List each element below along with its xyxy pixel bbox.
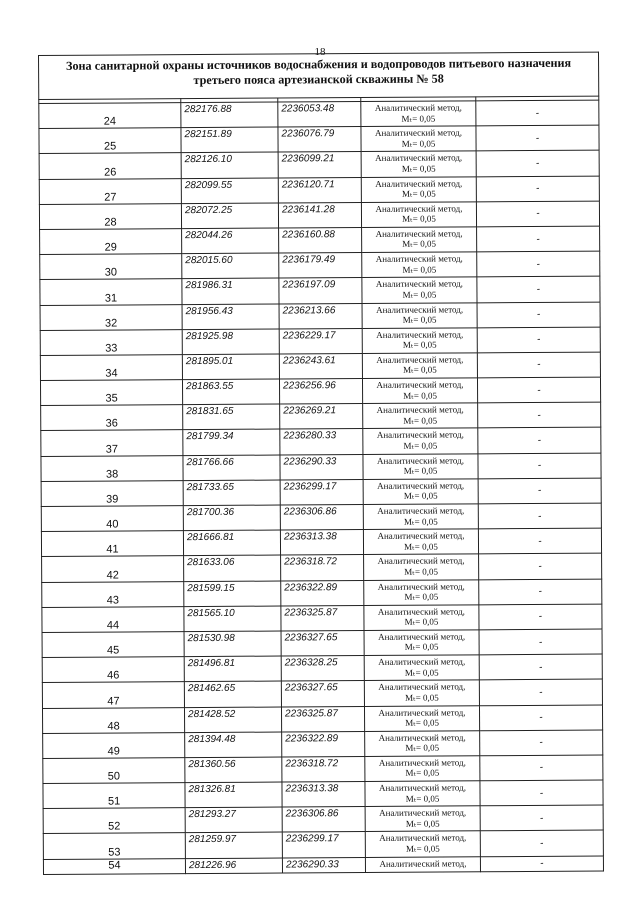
y-coordinate-cell: 2236290.33 <box>280 454 363 480</box>
y-coordinate-cell: 2236280.33 <box>280 429 363 455</box>
table-row <box>40 276 600 305</box>
accuracy-text: Mₜ= 0,05 <box>402 289 437 300</box>
point-number-cell: 53 <box>43 833 185 859</box>
x-coordinate-cell: 281766.66 <box>183 455 280 481</box>
method-cell <box>362 302 477 328</box>
table-row <box>42 629 602 658</box>
point-number-cell: 25 <box>39 128 181 154</box>
accuracy-text: Mₜ= 0,05 <box>405 717 439 728</box>
point-number-cell: 45 <box>42 632 184 658</box>
x-coordinate-cell: 281293.27 <box>185 807 282 833</box>
table-row <box>42 705 602 734</box>
accuracy-text: Mₜ= 0,05 <box>405 767 440 779</box>
method-cell <box>362 227 477 253</box>
y-coordinate-cell: 2236243.61 <box>279 353 362 379</box>
accuracy-text: Mₜ= 0,05 <box>405 843 440 854</box>
coordinates-table-sheet <box>38 52 603 875</box>
method-cell <box>365 831 480 857</box>
accuracy-text: Mₜ= 0,05 <box>403 465 438 476</box>
accuracy-text: Mₜ= 0,05 <box>404 667 439 678</box>
table-row <box>40 352 600 381</box>
x-coordinate-cell: 281326.81 <box>185 782 282 808</box>
accuracy-text: Mₜ= 0,05 <box>405 742 440 753</box>
x-coordinate-cell: 281733.65 <box>183 480 280 506</box>
table-row <box>40 302 600 331</box>
table-row <box>43 830 603 859</box>
method-text: Аналитический метод, <box>377 505 465 516</box>
method-cell <box>364 680 479 706</box>
x-coordinate-cell: 281956.43 <box>182 304 279 330</box>
method-cell <box>362 353 477 379</box>
x-coordinate-cell: 281462.65 <box>184 681 281 707</box>
y-coordinate-cell: 2236325.87 <box>281 605 364 631</box>
method-cell <box>365 781 480 807</box>
method-text: Аналитический метод, <box>378 732 466 743</box>
table-title: Зона санитарной охраны источников водоснабжения и водопроводов питьевого назначения третьего пояса артезианской скважины № 58 <box>39 52 599 99</box>
method-cell <box>363 479 478 505</box>
note-cell: - <box>480 755 603 781</box>
method-text: Аналитический метод, <box>379 807 467 819</box>
method-cell <box>362 252 477 278</box>
accuracy-text: Mₜ= 0,05 <box>404 642 439 653</box>
table-row <box>40 377 600 406</box>
table-row <box>41 453 601 482</box>
accuracy-text: Mₜ= 0,05 <box>401 113 436 124</box>
method-cell <box>361 126 476 152</box>
table-row <box>42 579 602 608</box>
method-cell <box>365 806 480 832</box>
method-text: Аналитический метод, <box>378 631 466 642</box>
x-coordinate-cell: 281925.98 <box>182 329 279 355</box>
point-number-cell: 43 <box>42 581 184 607</box>
method-text: Аналитический метод, <box>377 530 465 542</box>
y-coordinate-cell: 2236322.89 <box>281 580 364 606</box>
method-text: Аналитический метод, <box>377 555 465 567</box>
x-coordinate-cell: 282072.25 <box>181 203 278 229</box>
point-number-cell: 49 <box>43 732 185 758</box>
x-coordinate-cell: 282044.26 <box>182 228 279 254</box>
point-number-cell: 28 <box>39 203 181 229</box>
note-cell: - <box>479 679 602 705</box>
note-cell: - <box>476 150 599 176</box>
point-number-cell: 32 <box>40 304 182 330</box>
method-cell <box>362 378 477 404</box>
x-coordinate-cell: 281428.52 <box>184 707 281 733</box>
method-cell <box>361 151 476 177</box>
method-cell <box>364 655 479 681</box>
method-text: Аналитический метод, <box>376 404 464 416</box>
y-coordinate-cell: 2236160.88 <box>279 227 362 253</box>
point-number-cell: 29 <box>40 229 182 255</box>
method-cell <box>364 630 479 656</box>
note-cell: - <box>478 528 601 554</box>
coordinates-table <box>38 52 604 875</box>
y-coordinate-cell: 2236306.86 <box>280 505 363 531</box>
point-number-cell: 41 <box>41 531 183 557</box>
page-number: 18 <box>314 46 326 58</box>
point-number-cell: 36 <box>41 405 183 431</box>
note-cell: - <box>478 478 601 504</box>
table-row <box>42 604 602 633</box>
y-coordinate-cell: 2236313.38 <box>280 530 363 556</box>
y-coordinate-cell: 2236299.17 <box>282 832 365 858</box>
x-coordinate-cell: 281394.48 <box>185 732 282 758</box>
y-coordinate-cell: 2236327.65 <box>281 681 364 707</box>
point-number-cell: 34 <box>40 354 182 380</box>
x-coordinate-cell: 281226.96 <box>185 858 282 874</box>
y-coordinate-cell: 2236318.72 <box>282 756 365 782</box>
y-coordinate-cell: 2236327.65 <box>281 630 364 656</box>
method-text: Аналитический метод, <box>376 429 464 441</box>
note-cell: - <box>479 705 602 731</box>
note-cell: - <box>478 428 601 454</box>
point-number-cell: 30 <box>40 254 182 280</box>
table-row <box>42 679 602 708</box>
point-number-cell: 44 <box>42 606 184 632</box>
y-coordinate-cell: 2236290.33 <box>282 857 365 873</box>
table-row <box>43 805 603 834</box>
method-cell <box>364 579 479 605</box>
note-cell: - <box>476 201 599 227</box>
accuracy-text: Mₜ= 0,05 <box>402 239 437 250</box>
x-coordinate-cell: 282176.88 <box>181 102 278 128</box>
y-coordinate-cell: 2236141.28 <box>278 202 361 228</box>
y-coordinate-cell: 2236197.09 <box>279 278 362 304</box>
table-row <box>41 503 601 532</box>
accuracy-text: Mₜ= 0,05 <box>405 793 440 804</box>
table-row <box>43 755 603 784</box>
method-text: Аналитический метод, <box>375 278 463 290</box>
note-cell: - <box>480 805 603 831</box>
method-cell <box>365 731 480 757</box>
x-coordinate-cell: 281496.81 <box>184 656 281 682</box>
point-number-cell: 48 <box>42 707 184 733</box>
accuracy-text: Mₜ= 0,05 <box>402 213 436 225</box>
y-coordinate-cell: 2236213.66 <box>279 303 362 329</box>
method-cell <box>363 504 478 530</box>
accuracy-text: Mₜ= 0,05 <box>401 188 436 199</box>
method-cell <box>361 202 476 228</box>
point-number-cell: 38 <box>41 455 183 481</box>
point-number-cell: 40 <box>41 506 183 532</box>
table-row <box>39 176 599 205</box>
table-row <box>39 150 599 179</box>
note-cell: - <box>476 100 599 126</box>
point-number-cell: 39 <box>41 480 183 506</box>
y-coordinate-cell: 2236120.71 <box>278 177 361 203</box>
note-cell: - <box>476 176 599 202</box>
point-number-cell: 52 <box>43 808 185 834</box>
x-coordinate-cell: 282126.10 <box>181 152 278 178</box>
accuracy-text: Mₜ= 0,05 <box>401 163 436 174</box>
method-text: Аналитический метод, <box>376 379 464 391</box>
y-coordinate-cell: 2236256.96 <box>279 379 362 405</box>
x-coordinate-cell: 281700.36 <box>183 505 280 531</box>
x-coordinate-cell: 281633.06 <box>184 555 281 581</box>
method-cell <box>363 529 478 555</box>
accuracy-text: Mₜ= 0,05 <box>403 490 438 502</box>
note-cell: - <box>480 856 603 872</box>
point-number-cell: 50 <box>43 757 185 783</box>
x-coordinate-cell: 281831.65 <box>183 404 280 430</box>
point-number-cell: 51 <box>43 783 185 809</box>
note-cell: - <box>480 730 603 756</box>
table-row <box>42 654 602 683</box>
table-row <box>39 125 599 154</box>
note-cell: - <box>477 302 600 328</box>
method-text: Аналитический метод, <box>378 706 466 718</box>
accuracy-text: Mₜ= 0,05 <box>403 390 437 401</box>
table-row <box>39 201 599 230</box>
y-coordinate-cell: 2236322.89 <box>282 731 365 757</box>
method-text: Аналитический метод, <box>376 329 464 340</box>
method-text: Аналитический метод, <box>377 480 465 491</box>
method-cell <box>363 453 478 479</box>
note-cell: - <box>479 654 602 680</box>
x-coordinate-cell: 281863.55 <box>182 379 279 405</box>
method-text: Аналитический метод, <box>376 303 464 315</box>
method-cell <box>362 277 477 303</box>
method-text: Аналитический метод, <box>378 757 466 768</box>
x-coordinate-cell: 281666.81 <box>183 530 280 556</box>
note-cell: - <box>478 503 601 529</box>
accuracy-text: Mₜ= 0,05 <box>405 692 439 703</box>
method-text: Аналитический метод, <box>378 656 466 668</box>
table-row <box>39 100 599 129</box>
y-coordinate-cell: 2236318.72 <box>281 555 364 581</box>
point-number-cell: 35 <box>40 380 182 406</box>
point-number-cell: 27 <box>39 178 181 204</box>
note-cell: - <box>480 830 603 856</box>
method-cell <box>361 101 476 127</box>
note-cell: - <box>477 276 600 302</box>
accuracy-text: Mₜ= 0,05 <box>402 339 437 350</box>
method-text: Аналитический метод, <box>375 228 463 239</box>
method-text: Аналитический метод, <box>375 152 463 164</box>
x-coordinate-cell: 281360.56 <box>185 757 282 783</box>
accuracy-text: Mₜ= 0,05 <box>402 314 437 325</box>
method-cell <box>365 856 480 872</box>
point-number-cell: 37 <box>41 430 183 456</box>
note-cell: - <box>477 377 600 403</box>
note-cell: - <box>477 251 600 277</box>
method-text: Аналитический метод, <box>379 858 467 869</box>
note-cell: - <box>479 629 602 655</box>
method-text: Аналитический метод, <box>377 580 465 592</box>
accuracy-text: Mₜ= 0,05 <box>404 591 439 602</box>
table-row <box>41 402 601 431</box>
accuracy-text: Mₜ= 0,05 <box>404 616 439 628</box>
table-row <box>40 327 600 356</box>
table-row <box>41 428 601 457</box>
x-coordinate-cell: 282015.60 <box>182 253 279 279</box>
x-coordinate-cell: 281259.97 <box>185 832 282 858</box>
accuracy-text: Mₜ= 0,05 <box>405 818 440 829</box>
note-cell: - <box>476 125 599 151</box>
accuracy-text: Mₜ= 0,05 <box>401 138 436 149</box>
method-text: Аналитический метод, <box>376 455 465 466</box>
y-coordinate-cell: 2236313.38 <box>282 782 365 808</box>
method-text: Аналитический метод, <box>378 681 466 693</box>
note-cell: - <box>478 453 601 479</box>
method-cell <box>363 403 478 429</box>
method-cell <box>362 328 477 354</box>
y-coordinate-cell: 2236076.79 <box>278 127 361 153</box>
note-cell: - <box>477 226 600 252</box>
note-cell: - <box>479 604 602 630</box>
table-row <box>43 730 603 759</box>
point-number-cell: 31 <box>40 279 182 305</box>
y-coordinate-cell: 2236053.48 <box>278 102 361 128</box>
table-row <box>43 856 603 874</box>
point-number-cell: 33 <box>40 329 182 355</box>
x-coordinate-cell: 281799.34 <box>183 429 280 455</box>
accuracy-text: Mₜ= 0,05 <box>404 541 438 552</box>
method-cell <box>365 756 480 782</box>
y-coordinate-cell: 2236229.17 <box>279 328 362 354</box>
y-coordinate-cell: 2236299.17 <box>280 479 363 505</box>
x-coordinate-cell: 282099.55 <box>181 178 278 204</box>
table-title-row <box>39 52 599 99</box>
x-coordinate-cell: 281986.31 <box>182 278 279 304</box>
method-cell <box>361 176 476 202</box>
table-row <box>42 553 602 582</box>
point-number-cell: 26 <box>39 153 181 179</box>
table-row <box>41 528 601 557</box>
method-cell <box>364 605 479 631</box>
accuracy-text: Mₜ= 0,05 <box>403 440 438 451</box>
x-coordinate-cell: 282151.89 <box>181 127 278 153</box>
y-coordinate-cell: 2236325.87 <box>281 706 364 732</box>
table-row <box>40 226 600 255</box>
note-cell: - <box>479 579 602 605</box>
accuracy-text: Mₜ= 0,05 <box>404 566 439 577</box>
x-coordinate-cell: 281599.15 <box>184 581 281 607</box>
accuracy-text: Mₜ= 0,05 <box>403 364 437 376</box>
method-text: Аналитический метод, <box>374 102 462 113</box>
table-row <box>41 478 601 507</box>
note-cell: - <box>478 402 601 428</box>
method-cell <box>364 705 479 731</box>
point-number-cell: 54 <box>43 858 185 874</box>
point-number-cell: 47 <box>42 682 184 708</box>
method-text: Аналитический метод, <box>379 832 467 844</box>
note-cell: - <box>477 327 600 353</box>
method-cell <box>363 428 478 454</box>
y-coordinate-cell: 2236269.21 <box>280 404 363 430</box>
note-cell: - <box>480 780 603 806</box>
point-number-cell: 46 <box>42 657 184 683</box>
accuracy-text: Mₜ= 0,05 <box>402 264 437 275</box>
y-coordinate-cell: 2236306.86 <box>282 807 365 833</box>
y-coordinate-cell: 2236179.49 <box>279 253 362 279</box>
method-text: Аналитический метод, <box>375 253 463 265</box>
accuracy-text: Mₜ= 0,05 <box>403 415 438 426</box>
y-coordinate-cell: 2236328.25 <box>281 656 364 682</box>
method-text: Аналитический метод, <box>377 606 465 617</box>
point-number-cell: 42 <box>42 556 184 582</box>
x-coordinate-cell: 281565.10 <box>184 606 281 632</box>
point-number-cell: 24 <box>39 103 181 129</box>
method-text: Аналитический метод, <box>374 127 463 139</box>
note-cell: - <box>479 553 602 579</box>
method-text: Аналитический метод, <box>378 782 467 793</box>
method-text: Аналитический метод, <box>376 354 464 365</box>
method-text: Аналитический метод, <box>375 177 463 189</box>
x-coordinate-cell: 281530.98 <box>184 631 281 657</box>
table-row <box>43 780 603 809</box>
method-text: Аналитический метод, <box>375 203 463 214</box>
method-cell <box>364 554 479 580</box>
y-coordinate-cell: 2236099.21 <box>278 152 361 178</box>
note-cell: - <box>477 352 600 378</box>
table-row <box>40 251 600 280</box>
accuracy-text: Mₜ= 0,05 <box>403 516 438 527</box>
x-coordinate-cell: 281895.01 <box>182 354 279 380</box>
